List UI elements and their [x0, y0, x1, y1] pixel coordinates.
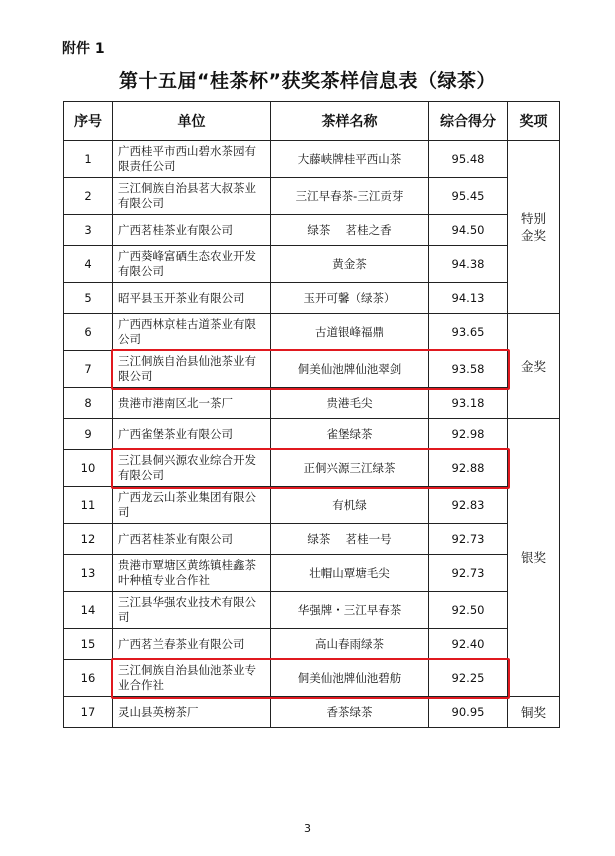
score-cell: 94.50 [429, 215, 508, 246]
score-cell: 93.18 [429, 388, 508, 419]
row-number: 4 [64, 246, 113, 283]
award-label: 金奖 [520, 358, 546, 374]
score-cell: 92.88 [429, 450, 508, 487]
row-number: 12 [64, 524, 113, 555]
sample-name-cell: 玉开可馨（绿茶） [271, 283, 429, 314]
award-table [63, 101, 560, 728]
sample-name-cell: 高山春雨绿茶 [271, 629, 429, 660]
sample-name-cell: 雀堡绿茶 [271, 419, 429, 450]
award-cell [508, 141, 560, 314]
row-number: 3 [64, 215, 113, 246]
sample-name-cell: 古道银峰福鼎 [271, 314, 429, 351]
score-cell: 92.40 [429, 629, 508, 660]
score-cell: 92.50 [429, 592, 508, 629]
score-cell: 92.98 [429, 419, 508, 450]
row-number: 2 [64, 178, 113, 215]
table-row [64, 419, 560, 450]
unit-cell: 三江侗族自治县仙池茶业有限公司 [113, 351, 271, 388]
row-number: 1 [64, 141, 113, 178]
table-row [64, 141, 560, 178]
header-award: 奖项 [508, 102, 560, 141]
award-label: 特别金奖 [520, 211, 546, 243]
row-number: 6 [64, 314, 113, 351]
row-number: 8 [64, 388, 113, 419]
table-row [64, 388, 560, 419]
sample-name-cell: 侗美仙池牌仙池翠剑 [271, 351, 429, 388]
award-label: 银奖 [520, 550, 546, 565]
table-row [64, 524, 560, 555]
table-row [64, 629, 560, 660]
sample-name-cell: 壮帽山覃塘毛尖 [271, 555, 429, 592]
table-row [64, 487, 560, 524]
award-cell [508, 314, 560, 419]
row-number: 15 [64, 629, 113, 660]
row-number: 9 [64, 419, 113, 450]
award-cell [508, 697, 560, 728]
sample-name-cell: 香茶绿茶 [271, 697, 429, 728]
score-cell: 92.73 [429, 524, 508, 555]
unit-cell: 三江侗族自治县茗大叔茶业有限公司 [113, 178, 271, 215]
table-body [64, 141, 560, 728]
score-cell: 95.48 [429, 141, 508, 178]
sample-name-cell: 侗美仙池牌仙池碧舫 [271, 660, 429, 697]
table-header-row [64, 102, 560, 141]
score-cell: 90.95 [429, 697, 508, 728]
sample-name-cell: 黄金茶 [271, 246, 429, 283]
page-title: 第十五届“桂茶杯”获奖茶样信息表（绿茶） [119, 70, 496, 92]
unit-cell: 三江侗族自治县仙池茶业专业合作社 [113, 660, 271, 697]
header-no: 序号 [64, 102, 113, 141]
table-row [64, 592, 560, 629]
sample-name-cell: 华强牌・三江早春茶 [271, 592, 429, 629]
unit-cell: 广西雀堡茶业有限公司 [113, 419, 271, 450]
award-cell [508, 419, 560, 697]
table-row [64, 246, 560, 283]
sample-name-cell: 绿茶 茗桂一号 [271, 524, 429, 555]
unit-cell: 昭平县玉开茶业有限公司 [113, 283, 271, 314]
table-row [64, 697, 560, 728]
row-number: 11 [64, 487, 113, 524]
row-number: 13 [64, 555, 113, 592]
sample-name-cell: 贵港毛尖 [271, 388, 429, 419]
unit-cell: 三江县华强农业技术有限公司 [113, 592, 271, 629]
sample-name-cell: 有机绿 [271, 487, 429, 524]
header-unit: 单位 [113, 102, 271, 141]
row-number: 7 [64, 351, 113, 388]
unit-cell: 广西西林京桂古道茶业有限公司 [113, 314, 271, 351]
score-cell: 95.45 [429, 178, 508, 215]
unit-cell: 广西茗桂茶业有限公司 [113, 524, 271, 555]
page-number: 3 [304, 822, 311, 835]
unit-cell: 广西龙云山茶业集团有限公司 [113, 487, 271, 524]
sample-name-cell: 绿茶 茗桂之香 [271, 215, 429, 246]
highlight-box-row-16 [111, 658, 510, 699]
unit-cell: 贵港市覃塘区黄练镇桂鑫茶叶种植专业合作社 [113, 555, 271, 592]
unit-cell: 广西桂平市西山碧水茶园有限责任公司 [113, 141, 271, 178]
highlight-box-row-7 [111, 349, 510, 390]
unit-cell: 广西葵峰富硒生态农业开发有限公司 [113, 246, 271, 283]
score-cell: 93.65 [429, 314, 508, 351]
table-row [64, 178, 560, 215]
award-label: 铜奖 [520, 704, 546, 720]
sample-name-cell: 三江早春茶-三江贡芽 [271, 178, 429, 215]
score-cell: 93.58 [429, 351, 508, 388]
sample-name-cell: 大藤峡牌桂平西山茶 [271, 141, 429, 178]
table-row [64, 314, 560, 351]
sample-name-cell: 正侗兴源三江绿茶 [271, 450, 429, 487]
score-cell: 94.38 [429, 246, 508, 283]
unit-cell: 广西茗桂茶业有限公司 [113, 215, 271, 246]
table-row [64, 555, 560, 592]
unit-cell: 灵山县英榜茶厂 [113, 697, 271, 728]
unit-cell: 广西茗兰春茶业有限公司 [113, 629, 271, 660]
row-number: 16 [64, 660, 113, 697]
score-cell: 92.73 [429, 555, 508, 592]
table-row [64, 215, 560, 246]
highlight-box-row-10 [111, 448, 510, 489]
unit-cell: 三江县侗兴源农业综合开发有限公司 [113, 450, 271, 487]
header-sample-name: 茶样名称 [271, 102, 429, 141]
attachment-label: 附件 1 [62, 41, 105, 57]
header-score: 综合得分 [429, 102, 508, 141]
score-cell: 94.13 [429, 283, 508, 314]
table-row [64, 283, 560, 314]
row-number: 14 [64, 592, 113, 629]
unit-cell: 贵港市港南区北一茶厂 [113, 388, 271, 419]
score-cell: 92.83 [429, 487, 508, 524]
row-number: 5 [64, 283, 113, 314]
row-number: 10 [64, 450, 113, 487]
score-cell: 92.25 [429, 660, 508, 697]
row-number: 17 [64, 697, 113, 728]
